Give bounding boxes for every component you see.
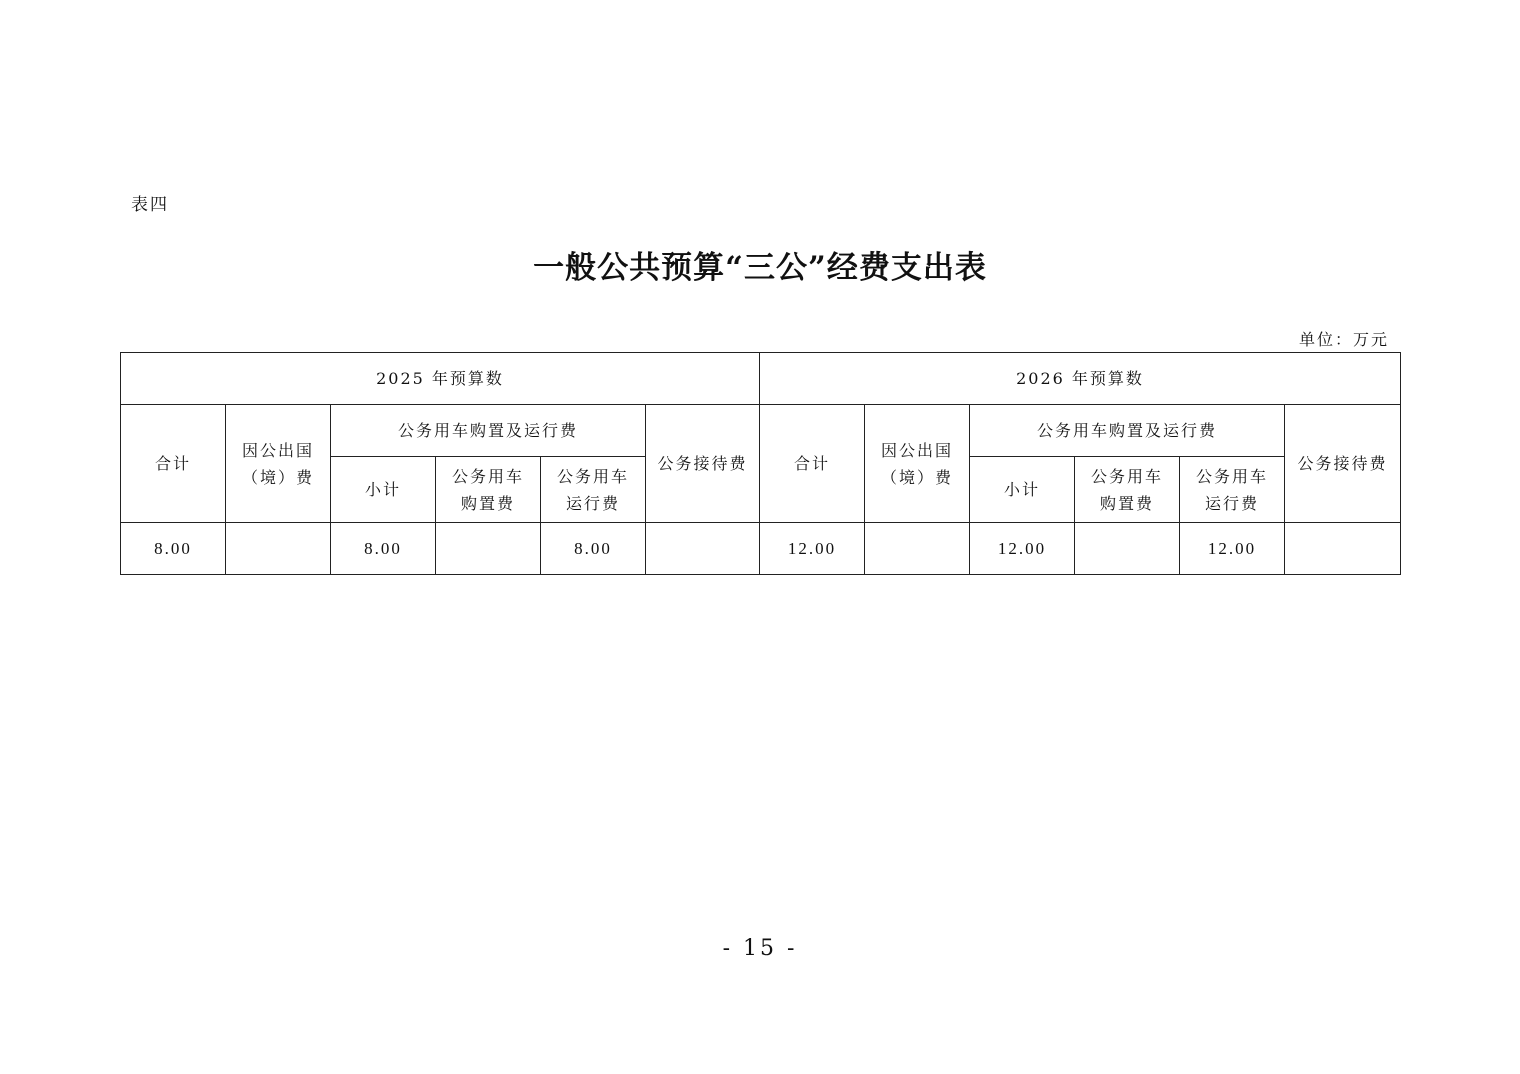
overseas-header-line1: 因公出国 bbox=[880, 440, 953, 460]
subtotal-value-2025: 8.00 bbox=[331, 523, 436, 575]
vehicle-operation-header-line1: 公务用车 bbox=[1195, 466, 1268, 486]
vehicle-group-header-2026: 公务用车购置及运行费 bbox=[970, 405, 1285, 457]
vehicle-purchase-header-line2: 购置费 bbox=[460, 493, 515, 513]
overseas-header-2025 bbox=[226, 405, 331, 523]
year-header-2026: 2026 年预算数 bbox=[760, 353, 1401, 405]
page-title: 一般公共预算“三公”经费支出表 bbox=[533, 250, 987, 286]
vehicle-group-header-2025: 公务用车购置及运行费 bbox=[331, 405, 646, 457]
overseas-header-2026 bbox=[865, 405, 970, 523]
reception-value-2025 bbox=[646, 523, 760, 575]
three-public-expenses-table bbox=[120, 352, 1401, 575]
year-header-row bbox=[121, 353, 1401, 405]
reception-value-2026 bbox=[1285, 523, 1401, 575]
total-value-2025: 8.00 bbox=[121, 523, 226, 575]
table-row bbox=[121, 523, 1401, 575]
overseas-value-2026 bbox=[865, 523, 970, 575]
page-number: - 15 - bbox=[722, 936, 798, 961]
vehicle-purchase-value-2025 bbox=[436, 523, 541, 575]
total-header-2026: 合计 bbox=[760, 405, 865, 523]
vehicle-purchase-header-2026 bbox=[1075, 457, 1180, 523]
overseas-header-line2: （境）费 bbox=[880, 467, 953, 487]
table-label: 表四 bbox=[131, 195, 169, 215]
reception-header-2025: 公务接待费 bbox=[646, 405, 760, 523]
vehicle-operation-header-line2: 运行费 bbox=[1204, 493, 1259, 513]
subtotal-header-2025: 小计 bbox=[331, 457, 436, 523]
overseas-header-line2: （境）费 bbox=[241, 467, 314, 487]
vehicle-purchase-header-line1: 公务用车 bbox=[451, 466, 524, 486]
overseas-value-2025 bbox=[226, 523, 331, 575]
reception-header-2026: 公务接待费 bbox=[1285, 405, 1401, 523]
vehicle-purchase-header-line1: 公务用车 bbox=[1090, 466, 1163, 486]
vehicle-purchase-value-2026 bbox=[1075, 523, 1180, 575]
vehicle-operation-value-2026: 12.00 bbox=[1180, 523, 1285, 575]
year-header-2025: 2025 年预算数 bbox=[121, 353, 760, 405]
vehicle-purchase-header-line2: 购置费 bbox=[1099, 493, 1154, 513]
total-value-2026: 12.00 bbox=[760, 523, 865, 575]
vehicle-operation-value-2025: 8.00 bbox=[541, 523, 646, 575]
overseas-header-line1: 因公出国 bbox=[241, 440, 314, 460]
total-header-2025: 合计 bbox=[121, 405, 226, 523]
vehicle-operation-header-line1: 公务用车 bbox=[556, 466, 629, 486]
subtotal-header-2026: 小计 bbox=[970, 457, 1075, 523]
subtotal-value-2026: 12.00 bbox=[970, 523, 1075, 575]
vehicle-operation-header-line2: 运行费 bbox=[565, 493, 620, 513]
vehicle-operation-header-2025 bbox=[541, 457, 646, 523]
vehicle-operation-header-2026 bbox=[1180, 457, 1285, 523]
column-header-row-1 bbox=[121, 405, 1401, 457]
unit-label: 单位：万元 bbox=[1298, 330, 1389, 349]
vehicle-purchase-header-2025 bbox=[436, 457, 541, 523]
